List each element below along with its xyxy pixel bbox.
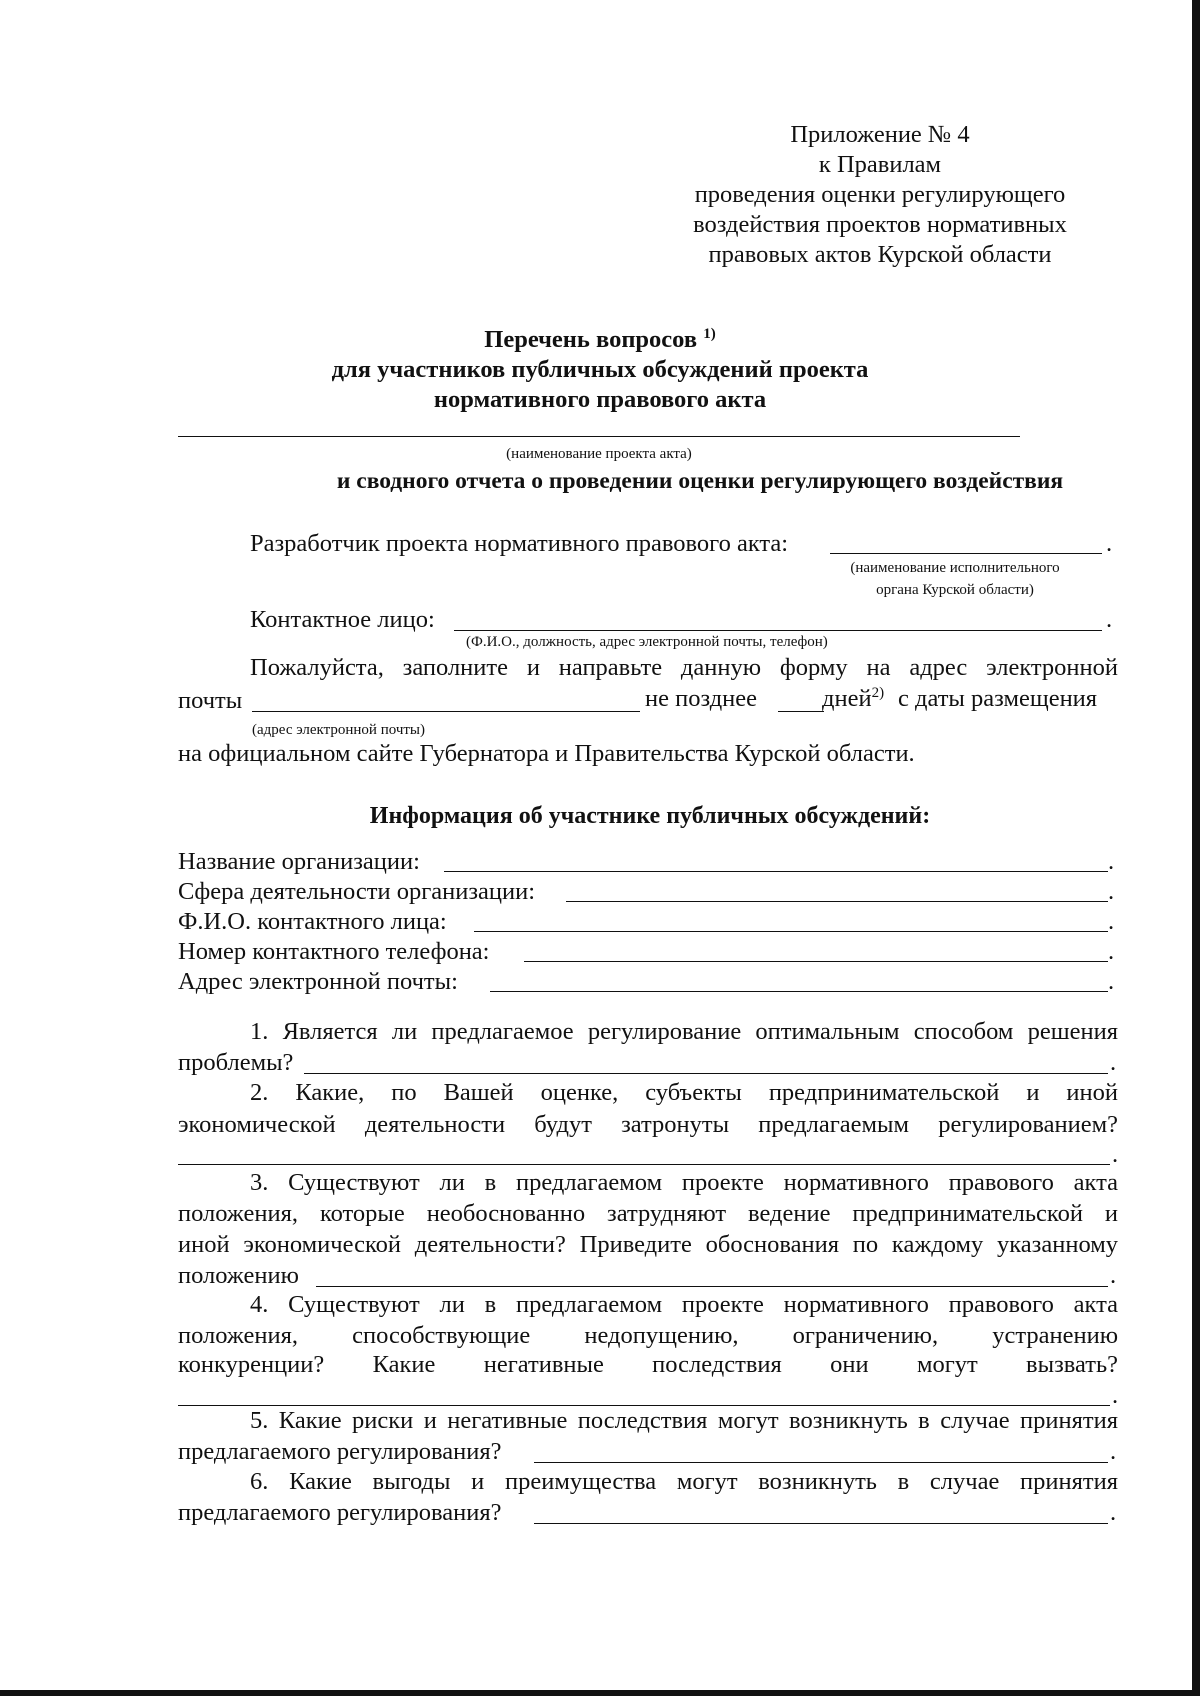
question-6-line-1: 6. Какие выгоды и преимущества могут возникнуть в случае принятия: [250, 1468, 1118, 1495]
act-name-caption: (наименование проекта акта): [506, 446, 692, 462]
question-6-line-2: предлагаемого регулирования?: [178, 1499, 502, 1526]
question-3-answer[interactable]: [316, 1286, 1108, 1287]
appendix-line-4: воздействия проектов нормативных: [693, 211, 1067, 238]
field-email-label: Адрес электронной почты:: [178, 968, 458, 995]
contact-field[interactable]: [454, 630, 1102, 631]
question-5-answer[interactable]: [534, 1462, 1108, 1463]
field-email-dot: .: [1108, 968, 1115, 995]
participant-heading: Информация об участнике публичных обсуждений:: [369, 803, 931, 829]
developer-hint: [800, 557, 1110, 601]
page-edge-right: [1192, 0, 1200, 1696]
act-name-field[interactable]: [178, 436, 1020, 437]
footnote-1-marker: 1): [703, 325, 716, 342]
question-4-line-3: конкуренции? Какие негативные последствия они могут вызвать?: [178, 1351, 1118, 1378]
question-4-dot: .: [1112, 1382, 1119, 1409]
days-word: дней: [822, 685, 872, 712]
developer-hint-line-1: (наименование исполнительного: [850, 560, 1060, 576]
instructions-line-1: Пожалуйста, заполните и направьте данную форму на адрес электронной: [250, 654, 1118, 681]
developer-end-dot: .: [1106, 530, 1113, 557]
question-6-dot: .: [1110, 1499, 1117, 1526]
question-5-line-1: 5. Какие риски и негативные последствия могут возникнуть в случае принятия: [250, 1407, 1118, 1434]
field-contact-name-input[interactable]: [474, 931, 1108, 932]
field-activity-input[interactable]: [566, 901, 1108, 902]
instructions-line-3: на официальном сайте Губернатора и Правительства Курской области.: [178, 740, 915, 767]
title-line-2: для участников публичных обсуждений проекта: [331, 356, 869, 383]
contact-end-dot: .: [1106, 606, 1113, 633]
developer-label: Разработчик проекта нормативного правового акта:: [250, 530, 789, 557]
appendix-line-2: к Правилам: [818, 151, 942, 178]
field-org-name-input[interactable]: [444, 871, 1108, 872]
question-3-line-3: иной экономической деятельности? Приведите обоснования по каждому указанному: [178, 1231, 1118, 1258]
document-title: [0, 325, 1200, 415]
instructions-line-2-b: не позднее: [645, 685, 758, 712]
days-field[interactable]: [778, 711, 824, 712]
appendix-line-1: Приложение № 4: [790, 121, 970, 148]
question-5-line-2: предлагаемого регулирования?: [178, 1438, 502, 1465]
field-contact-name-dot: .: [1108, 908, 1115, 935]
question-1-line-1: 1. Является ли предлагаемое регулирование оптимальным способом решения: [250, 1018, 1118, 1045]
question-1-answer[interactable]: [304, 1073, 1108, 1074]
appendix-line-5: правовых актов Курской области: [708, 241, 1052, 268]
field-phone-input[interactable]: [524, 961, 1108, 962]
question-2-dot: .: [1112, 1141, 1119, 1168]
question-3-line-4: положению: [178, 1262, 299, 1289]
field-org-name-label: Название организации:: [178, 848, 420, 875]
contact-label: Контактное лицо:: [250, 606, 435, 633]
instructions-line-2-a: почты: [178, 687, 243, 714]
field-activity-label: Сфера деятельности организации:: [178, 878, 536, 905]
question-3-line-2: положения, которые необоснованно затрудняют ведение предпринимательской и: [178, 1200, 1118, 1227]
instructions-line-2-d: с даты размещения: [898, 685, 1098, 712]
appendix-block: [630, 120, 1130, 270]
question-3-dot: .: [1110, 1262, 1117, 1289]
question-2-answer[interactable]: [178, 1164, 1110, 1165]
page-edge-bottom: [0, 1690, 1200, 1696]
title-line-1: [0, 325, 1200, 355]
email-address-field[interactable]: [252, 711, 640, 712]
question-3-line-1: 3. Существуют ли в предлагаемом проекте нормативного правового акта: [250, 1169, 1118, 1196]
field-activity-dot: .: [1108, 878, 1115, 905]
footnote-2-marker: 2): [871, 684, 885, 701]
field-email-input[interactable]: [490, 991, 1108, 992]
question-5-dot: .: [1110, 1438, 1117, 1465]
title-line-1-text: Перечень вопросов: [484, 326, 698, 353]
field-org-name-dot: .: [1108, 848, 1115, 875]
question-6-answer[interactable]: [534, 1523, 1108, 1524]
question-4-line-1: 4. Существуют ли в предлагаемом проекте нормативного правового акта: [250, 1291, 1118, 1318]
question-1-line-2: проблемы?: [178, 1049, 294, 1076]
field-phone-dot: .: [1108, 938, 1115, 965]
title-line-3: нормативного правового акта: [433, 386, 767, 413]
field-contact-name-label: Ф.И.О. контактного лица:: [178, 908, 447, 935]
appendix-line-3: проведения оценки регулирующего: [694, 181, 1066, 208]
title-line-4: и сводного отчета о проведении оценки регулирующего воздействия: [336, 468, 1064, 494]
field-phone-label: Номер контактного телефона:: [178, 938, 490, 965]
question-2-line-2: экономической деятельности будут затронуты предлагаемым регулированием?: [178, 1111, 1118, 1138]
instructions-line-2-c: [822, 684, 884, 714]
question-2-line-1: 2. Какие, по Вашей оценке, субъекты предпринимательской и иной: [250, 1079, 1118, 1106]
question-4-line-2: положения, способствующие недопущению, ограничению, устранению: [178, 1322, 1118, 1349]
question-1-dot: .: [1110, 1049, 1117, 1076]
email-hint: (адрес электронной почты): [252, 722, 426, 738]
developer-field[interactable]: [830, 553, 1102, 554]
developer-hint-line-2: органа Курской области): [876, 582, 1034, 598]
contact-hint: (Ф.И.О., должность, адрес электронной почты, телефон): [466, 634, 828, 650]
